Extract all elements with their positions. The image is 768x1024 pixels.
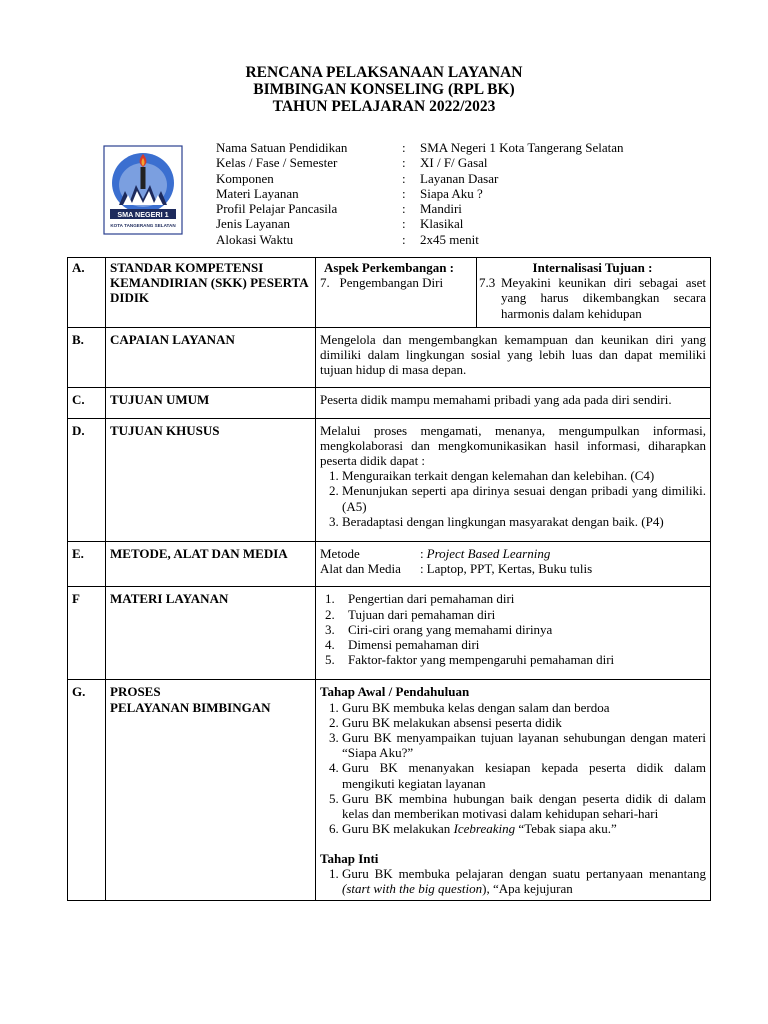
list-item: 5. Faktor-faktor yang mempengaruhi pemahaman diri bbox=[338, 652, 706, 667]
section-g-heading-line-1: PROSES bbox=[110, 684, 161, 700]
tahap-awal-list bbox=[320, 700, 706, 837]
info-colon: : bbox=[402, 201, 406, 217]
list-item: 2. Guru BK melakukan absensi peserta didik bbox=[342, 715, 706, 730]
list-item: 4. Guru BK menanyakan kesiapan kepada peserta didik dalam mengikuti kegiatan layanan bbox=[342, 760, 706, 790]
aspek-heading: Aspek Perkembangan : bbox=[324, 260, 455, 275]
tujuan-khusus-intro: Melalui proses mengamati, menanya, mengumpulkan informasi, mengkolaborasi dan mengkomunikasikan hasil informasi, diharapkan peserta didik dapat : bbox=[320, 422, 706, 469]
info-value: Mandiri bbox=[420, 201, 462, 217]
info-row bbox=[216, 232, 624, 247]
info-value: XI / F/ Gasal bbox=[420, 155, 488, 171]
section-b-row bbox=[68, 327, 711, 388]
info-value: Klasikal bbox=[420, 216, 464, 232]
section-c-row bbox=[68, 388, 711, 418]
item-emphasis: (start with the big question bbox=[342, 880, 483, 896]
section-g-row bbox=[68, 680, 711, 901]
info-label: Materi Layanan bbox=[216, 185, 299, 201]
tujuan-umum-text: Peserta didik mampu memahami pribadi yang ada pada diri sendiri. bbox=[316, 388, 711, 418]
section-a-heading: STANDAR KOMPETENSI KEMANDIRIAN (SKK) PESERTA DIDIK bbox=[106, 258, 316, 328]
metode-label: Metode bbox=[320, 546, 360, 562]
info-colon: : bbox=[402, 185, 406, 201]
list-item: 1. Menguraikan terkait dengan kelemahan dan kelebihan. (C4) bbox=[342, 468, 706, 483]
info-row bbox=[216, 201, 624, 216]
info-value: 2x45 menit bbox=[420, 231, 479, 247]
list-item bbox=[342, 866, 706, 896]
info-value: Layanan Dasar bbox=[420, 170, 499, 186]
tahap-inti-list bbox=[320, 866, 706, 896]
info-row bbox=[216, 186, 624, 201]
section-d-row bbox=[68, 418, 711, 541]
section-c-heading: TUJUAN UMUM bbox=[106, 388, 316, 418]
section-letter: C. bbox=[68, 388, 106, 418]
info-row bbox=[216, 216, 624, 231]
info-label: Komponen bbox=[216, 170, 274, 186]
metode-cell bbox=[316, 542, 711, 587]
section-f-row bbox=[68, 587, 711, 680]
section-letter: G. bbox=[68, 680, 106, 901]
tahap-awal-title: Tahap Awal / Pendahuluan bbox=[320, 684, 470, 700]
list-item: 3. Ciri-ciri orang yang memahami dirinya bbox=[338, 622, 706, 637]
info-colon: : bbox=[402, 216, 406, 232]
section-f-heading: MATERI LAYANAN bbox=[106, 587, 316, 680]
section-g-heading-line-2: PELAYANAN BIMBINGAN bbox=[110, 699, 271, 715]
alat-row bbox=[320, 561, 706, 576]
item-text: Guru BK membuka pelajaran dengan suatu pertanyaan menantang bbox=[342, 865, 706, 881]
alat-label: Alat dan Media bbox=[320, 561, 401, 577]
info-value: SMA Negeri 1 Kota Tangerang Selatan bbox=[420, 140, 624, 155]
section-a-row bbox=[68, 258, 711, 328]
info-row bbox=[216, 155, 624, 170]
info-label: Profil Pelajar Pancasila bbox=[216, 201, 338, 217]
aspek-item: 7. Pengembangan Diri bbox=[320, 275, 444, 291]
aspek-cell bbox=[316, 258, 477, 328]
internalisasi-number: 7.3 bbox=[479, 275, 496, 291]
section-e-row bbox=[68, 542, 711, 587]
logo-text-line-1: SMA NEGERI 1 bbox=[117, 210, 169, 219]
school-logo bbox=[103, 145, 183, 235]
proses-cell bbox=[316, 680, 711, 901]
alat-value: Laptop, PPT, Kertas, Buku tulis bbox=[426, 561, 593, 577]
capaian-text: Mengelola dan mengembangkan kemampuan dan keunikan diri yang dimiliki dalam lingkungan sosial yang lebih luas dan dapat memiliki tujuan hidup di masa depan. bbox=[316, 327, 711, 388]
internalisasi-item bbox=[479, 275, 706, 321]
info-label: Jenis Layanan bbox=[216, 216, 291, 232]
section-g-heading bbox=[106, 680, 316, 901]
title-line-1: RENCANA PELAKSANAAN LAYANAN bbox=[245, 64, 523, 81]
materi-cell bbox=[316, 587, 711, 680]
info-label: Nama Satuan Pendidikan bbox=[216, 140, 348, 155]
materi-list bbox=[320, 591, 706, 667]
info-colon: : bbox=[402, 155, 406, 171]
metode-value: Project Based Learning bbox=[426, 546, 551, 562]
list-item: 2. Tujuan dari pemahaman diri bbox=[338, 607, 706, 622]
info-colon: : bbox=[402, 170, 406, 186]
list-item: 5. Guru BK membina hubungan baik dengan peserta didik di dalam kelas dan memberikan motivasi dalam kehidupan sehari-hari bbox=[342, 791, 706, 821]
section-letter: A. bbox=[68, 258, 106, 328]
tujuan-khusus-cell bbox=[316, 418, 711, 541]
document-title bbox=[0, 64, 768, 115]
internalisasi-text: Meyakini keunikan diri sebagai aset yang harus dikembangkan secara harmonis dalam kehidupan bbox=[501, 275, 706, 321]
item-emphasis: Icebreaking bbox=[453, 821, 516, 837]
section-b-heading: CAPAIAN LAYANAN bbox=[106, 327, 316, 388]
info-colon: : bbox=[402, 231, 406, 247]
list-item: 1. Guru BK membuka kelas dengan salam dan berdoa bbox=[342, 700, 706, 715]
info-value: Siapa Aku ? bbox=[420, 185, 483, 201]
item-text: “Tebak siapa aku.” bbox=[515, 821, 617, 837]
metode-row bbox=[320, 546, 706, 561]
info-row bbox=[216, 140, 624, 155]
item-text: ), “Apa kejujuran bbox=[482, 880, 573, 896]
section-e-heading: METODE, ALAT DAN MEDIA bbox=[106, 542, 316, 587]
list-item bbox=[342, 821, 706, 836]
info-row bbox=[216, 171, 624, 186]
list-item: 3. Guru BK menyampaikan tujuan layanan sehubungan dengan materi “Siapa Aku?” bbox=[342, 730, 706, 760]
internalisasi-heading: Internalisasi Tujuan : bbox=[532, 260, 653, 275]
list-item: 3. Beradaptasi dengan lingkungan masyarakat dengan baik. (P4) bbox=[342, 514, 706, 529]
alat-colon: : bbox=[420, 561, 424, 577]
logo-text-line-2: KOTA TANGERANG SELATAN bbox=[110, 223, 176, 228]
info-colon: : bbox=[402, 140, 406, 155]
identity-info bbox=[216, 140, 624, 247]
info-label: Alokasi Waktu bbox=[216, 231, 294, 247]
internalisasi-cell bbox=[477, 258, 711, 328]
section-letter: E. bbox=[68, 542, 106, 587]
tahap-inti-title: Tahap Inti bbox=[320, 850, 379, 866]
section-letter: D. bbox=[68, 418, 106, 541]
list-item: 1. Pengertian dari pemahaman diri bbox=[338, 591, 706, 606]
metode-colon: : bbox=[420, 546, 424, 562]
list-item: 2. Menunjukan seperti apa dirinya sesuai dengan pribadi yang dimiliki. (A5) bbox=[342, 483, 706, 513]
title-line-3: TAHUN PELAJARAN 2022/2023 bbox=[272, 98, 496, 115]
tujuan-khusus-list bbox=[320, 468, 706, 529]
rpl-table bbox=[67, 257, 711, 901]
title-line-2: BIMBINGAN KONSELING (RPL BK) bbox=[253, 81, 515, 98]
section-letter: F bbox=[68, 587, 106, 680]
section-letter: B. bbox=[68, 327, 106, 388]
list-item: 4. Dimensi pemahaman diri bbox=[338, 637, 706, 652]
section-d-heading: TUJUAN KHUSUS bbox=[106, 418, 316, 541]
item-text: Guru BK melakukan bbox=[342, 821, 454, 837]
info-label: Kelas / Fase / Semester bbox=[216, 155, 338, 171]
